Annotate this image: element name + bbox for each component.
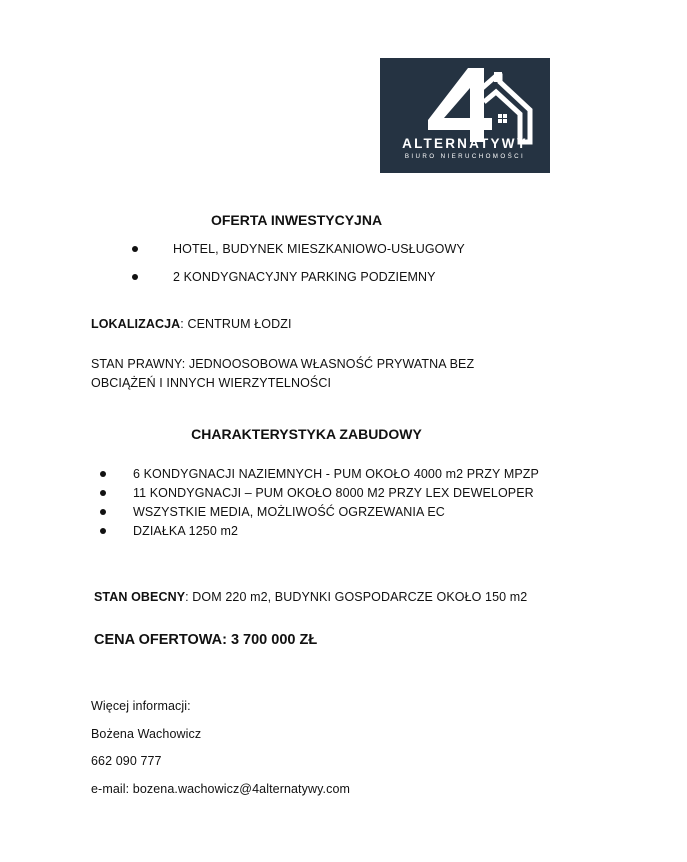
legal-status-line2: OBCIĄŻEŃ I INNYCH WIERZYTELNOŚCI xyxy=(91,376,332,390)
legal-status-line1: STAN PRAWNY: JEDNOOSOBOWA WŁASNOŚĆ PRYWATNA BEZ xyxy=(91,357,475,371)
contact-intro: Więcej informacji: xyxy=(91,699,191,713)
logo-sub-text: BIURO NIERUCHOMOŚCI xyxy=(404,153,526,160)
characteristics-title: CHARAKTERYSTYKA ZABUDOWY xyxy=(191,426,422,442)
characteristics-item: DZIAŁKA 1250 m2 xyxy=(133,524,239,538)
contact-phone: 662 090 777 xyxy=(91,754,162,768)
current-state-value: : DOM 220 m2, BUDYNKI GOSPODARCZE OKOŁO 150 m2 xyxy=(185,590,528,604)
offer-item: 2 KONDYGNACYJNY PARKING PODZIEMNY xyxy=(173,270,436,284)
bullet-icon xyxy=(132,246,138,252)
offer-price: CENA OFERTOWA: 3 700 000 ZŁ xyxy=(94,632,318,648)
current-state-label: STAN OBECNY xyxy=(94,590,186,604)
offer-item: HOTEL, BUDYNEK MIESZKANIOWO-USŁUGOWY xyxy=(173,242,465,256)
contact-email: e-mail: bozena.wachowicz@4alternatywy.com xyxy=(91,782,351,796)
characteristics-item: 6 KONDYGNACJI NAZIEMNYCH - PUM OKOŁO 4000 m2 PRZY MPZP xyxy=(133,467,539,481)
offer-title: OFERTA INWESTYCYJNA xyxy=(210,212,383,228)
bullet-icon xyxy=(100,528,106,534)
characteristics-item: WSZYSTKIE MEDIA, MOŻLIWOŚĆ OGRZEWANIA EC xyxy=(133,505,445,519)
location-label: LOKALIZACJA xyxy=(91,317,181,331)
location-line xyxy=(91,317,292,331)
current-state-line xyxy=(94,590,527,604)
bullet-icon xyxy=(100,471,106,477)
bullet-icon xyxy=(132,274,138,280)
contact-name: Bożena Wachowicz xyxy=(91,727,202,741)
bullet-icon xyxy=(100,490,106,496)
company-logo xyxy=(380,58,550,173)
bullet-icon xyxy=(100,509,106,515)
characteristics-item: 11 KONDYGNACJI – PUM OKOŁO 8000 M2 PRZY LEX DEWELOPER xyxy=(133,486,534,500)
location-value: : CENTRUM ŁODZI xyxy=(180,317,292,331)
logo-main-text: ALTERNATYWY xyxy=(402,136,528,151)
